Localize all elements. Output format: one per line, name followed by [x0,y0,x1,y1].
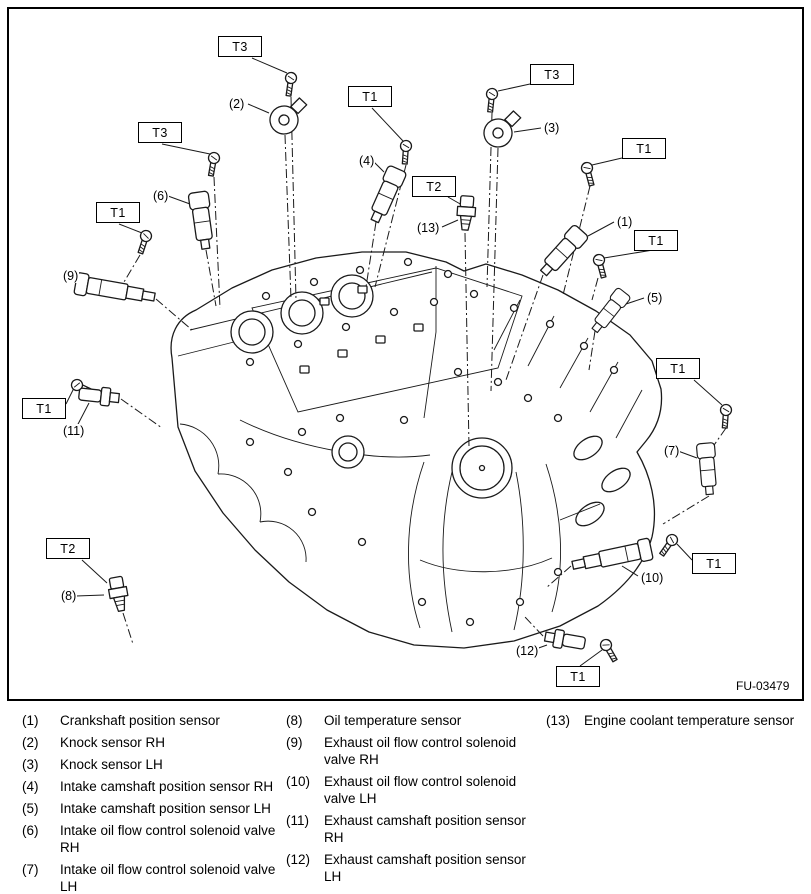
legend-item-text: Knock sensor LH [60,757,163,772]
legend-item-number: (1) [22,713,39,728]
screw-icon [399,140,412,164]
legend-item-text: Knock sensor RH [60,735,166,750]
callout-1: (1) [617,215,633,229]
intake-oil-flow-valve-rh-icon [188,191,216,250]
tag-t1-1: T1 [348,86,392,107]
legend-column-3 [546,712,810,734]
callout-12: (12) [516,644,539,658]
exhaust-cam-position-sensor-rh-icon [78,385,120,407]
callout-8: (8) [61,589,77,603]
callout-11: (11) [63,424,85,438]
tag-t1-7: T1 [692,553,736,574]
screw-icon [205,152,220,177]
legend-item [286,712,542,729]
crankshaft-position-sensor-icon [536,224,589,280]
tag-t1-2: T1 [622,138,666,159]
callout-7: (7) [664,444,680,458]
tag-t3-1: T3 [218,36,262,57]
knock-sensor-rh-icon [267,97,311,136]
intake-oil-flow-valve-lh-icon [696,442,718,495]
legend-item [22,861,284,894]
callout-6: (6) [153,189,169,203]
legend-item-number: (3) [22,757,39,772]
legend-column-2 [286,712,542,890]
tag-t1-4: T1 [634,230,678,251]
legend-item-number: (5) [22,801,39,816]
legend-item-number: (6) [22,823,39,838]
legend-item [22,712,284,729]
screw-icon [719,404,732,428]
tag-t1-8: T1 [556,666,600,687]
figure-id: FU-03479 [736,679,790,693]
tag-t3-2: T3 [530,64,574,85]
legend-item-text: Oil temperature sensor [324,713,462,728]
oil-temp-sensor-icon [107,576,131,613]
callout-3: (3) [544,121,560,135]
legend-item-text: Crankshaft position sensor [60,713,220,728]
screw-icon [135,229,153,255]
legend-item-text: Engine coolant temperature sensor [584,713,795,728]
intake-cam-position-sensor-lh-icon [588,287,631,336]
legend-item [286,773,542,807]
legend-item-number: (7) [22,862,39,877]
screw-icon [657,532,679,558]
legend-item-number: (2) [22,735,39,750]
legend-item-number: (8) [286,713,303,728]
callout-5: (5) [647,291,663,305]
engine-coolant-temp-sensor-icon [456,195,476,230]
legend-item [22,822,284,856]
legend-item-number: (12) [286,852,311,867]
legend-item-text: Intake camshaft position sensor RH [60,779,274,794]
screw-icon [485,88,498,113]
legend-item [22,800,284,817]
legend-item-text: Exhaust camshaft position sensor RH [324,813,526,845]
tag-t1-6: T1 [656,358,700,379]
legend-item-number: (10) [286,774,311,789]
legend-item [546,712,810,729]
tag-t3-3: T3 [138,122,182,143]
screw-icon [580,161,597,187]
legend-item-number: (4) [22,779,39,794]
legend-item-text: Exhaust camshaft position sensor LH [324,852,526,884]
knock-sensor-lh-icon [481,110,525,149]
exhaust-oil-flow-valve-rh-icon [74,272,157,308]
screw-icon [283,72,297,97]
callout-2: (2) [229,97,245,111]
tag-t2-1: T2 [412,176,456,197]
callout-10: (10) [641,571,664,585]
legend-item-text: Intake camshaft position sensor LH [60,801,271,816]
legend-item [22,756,284,773]
legend-item [22,778,284,795]
legend-item-text: Intake oil flow control solenoid valve RH [60,823,276,855]
engine-block-illustration [171,252,661,648]
tag-t1-5: T1 [22,398,66,419]
tag-t1-3: T1 [96,202,140,223]
callout-9: (9) [63,269,79,283]
legend-item-text: Intake oil flow control solenoid valve LH [60,862,276,894]
legend-item [286,734,542,768]
sensor-illustrations [74,97,719,652]
legend-item [22,734,284,751]
exhaust-cam-position-sensor-lh-icon [544,628,587,653]
legend-item-number: (13) [546,713,571,728]
legend-item [286,851,542,885]
legend-item [286,812,542,846]
intake-cam-position-sensor-rh-icon [366,165,407,225]
legend-item-number: (9) [286,735,303,750]
legend-item-text: Exhaust oil flow control solenoid valve RH [324,735,517,767]
tag-t2-2: T2 [46,538,90,559]
legend-item-text: Exhaust oil flow control solenoid valve LH [324,774,517,806]
legend-column-1 [22,712,284,894]
legend-item-number: (11) [286,813,310,828]
callout-4: (4) [359,154,375,168]
callout-13: (13) [417,221,440,235]
